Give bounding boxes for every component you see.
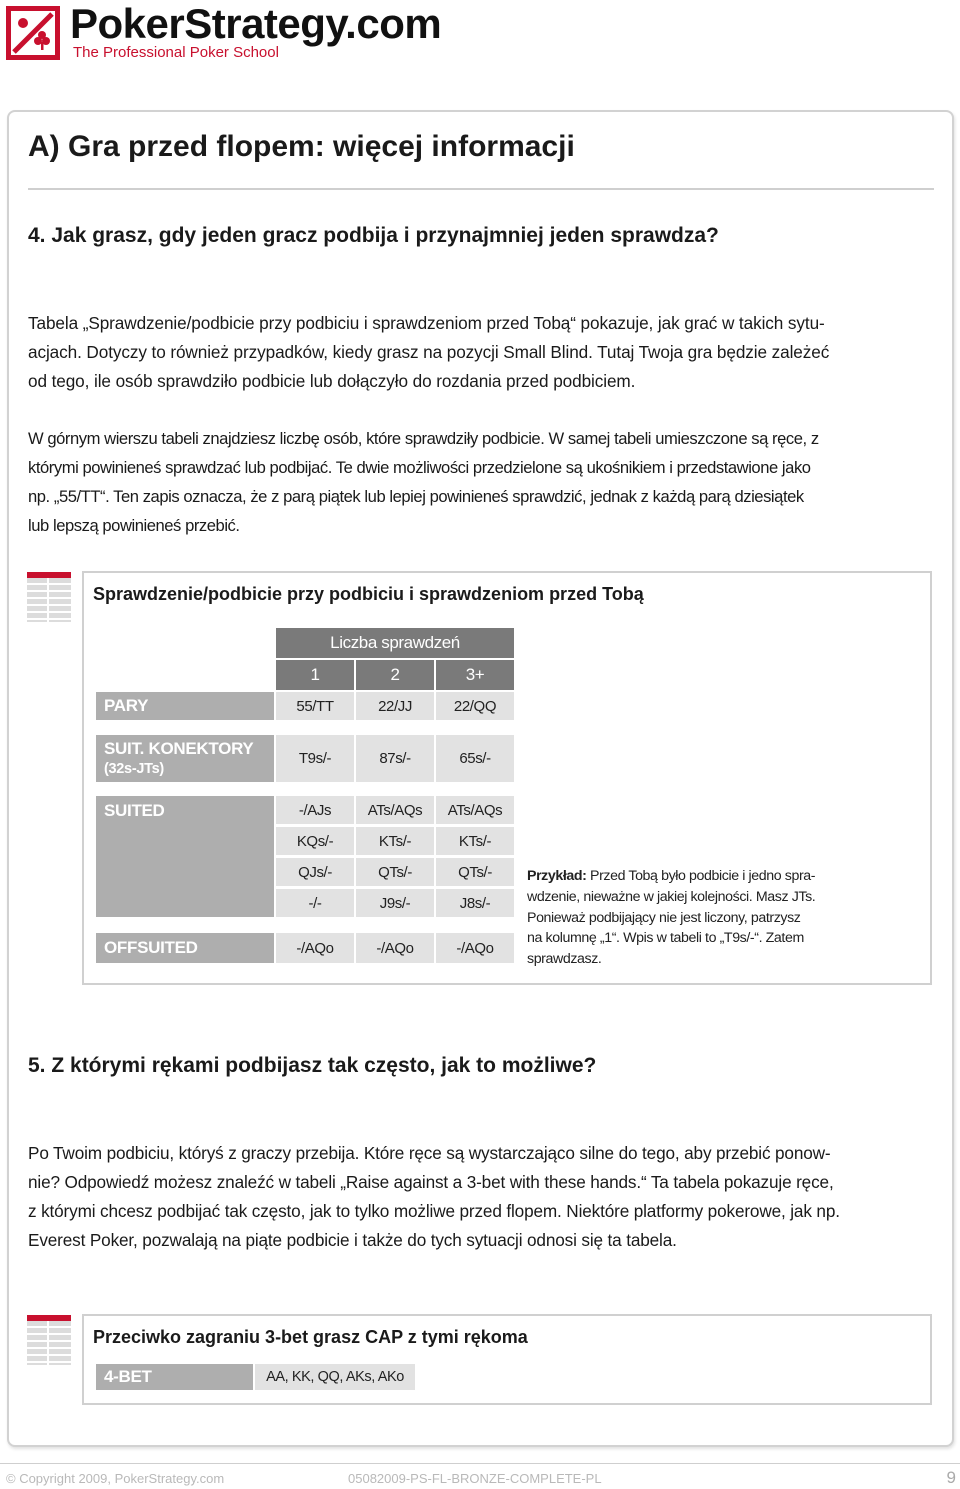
text-line: Everest Poker, pozwalają na piąte podbicie i także do tych sytuacji odnosi się ta tabela. [28, 1230, 677, 1250]
table-cell: QTs/- [436, 858, 514, 886]
table-cell: KTs/- [436, 827, 514, 855]
text-line: Tabela „Sprawdzenie/podbicie przy podbiciu i sprawdzeniom przed Tobą“ pokazuje, jak grać w takich sytu- [28, 313, 825, 333]
table-cell: 55/TT [276, 692, 354, 720]
column-group-header: Liczba sprawdzeń [276, 628, 514, 658]
table-cell: 22/QQ [436, 692, 514, 720]
row-label-offsuited: OFFSUITED [96, 933, 274, 963]
question-4-title: 4. Jak grasz, gdy jeden gracz podbija i przynajmniej jeden sprawdza? [28, 224, 719, 247]
table-cell: ATs/AQs [356, 796, 434, 824]
row-label-konektory-sub: (32s-JTs) [104, 761, 164, 777]
text-line: na kolumnę „1“. Wpis w tabeli to „T9s/-“. Zatem [527, 930, 804, 947]
example-note [527, 866, 847, 970]
row-label-pary: PARY [96, 692, 274, 720]
logo-mark-icon [6, 6, 60, 60]
table-cell: 65s/- [436, 735, 514, 782]
table-icon [27, 1315, 71, 1365]
table-icon [27, 572, 71, 622]
text-line: acjach. Dotyczy to również przypadków, kiedy grasz na pozycji Small Blind. Tutaj Twoja gra będzie zależeć [28, 342, 830, 362]
table-cell: QJs/- [276, 858, 354, 886]
table-cell: KTs/- [356, 827, 434, 855]
section-title: A) Gra przed flopem: więcej informacji [28, 130, 575, 163]
text-line: od tego, ile osób sprawdziło podbicie lub dołączyło do rozdania przed podbiciem. [28, 371, 636, 391]
cap-table-title: Przeciwko zagraniu 3-bet grasz CAP z tymi rękoma [93, 1327, 528, 1347]
table-cell: -/AQo [436, 933, 514, 963]
q4-paragraph-1 [28, 309, 938, 396]
text-line: np. „55/TT“. Ten zapis oznacza, że z parą piątek lub lepiej powinieneś sprawdzić, jednak z każdą parą dziesiątek [28, 487, 804, 506]
page-number: 9 [946, 1468, 956, 1487]
table-cell: T9s/- [276, 735, 354, 782]
table-title: Sprawdzenie/podbicie przy podbiciu i sprawdzeniom przed Tobą [93, 584, 644, 604]
table-cell: KQs/- [276, 827, 354, 855]
table-cell: -/AQo [276, 933, 354, 963]
row-label-konektory-main: SUIT. KONEKTORY [104, 739, 254, 758]
table-cell: -/AQo [356, 933, 434, 963]
text-line: Ponieważ podbijający nie jest liczony, patrzysz [527, 909, 801, 926]
logo [6, 0, 466, 61]
text-line: sprawdzasz. [527, 951, 602, 968]
text-line: nie? Odpowiedź możesz znaleźć w tabeli „Raise against a 3-bet with these hands.“ Ta tabela pokazuje ręce, [28, 1172, 834, 1192]
q4-paragraph-2 [28, 424, 938, 540]
brand-tagline: The Professional Poker School [73, 44, 279, 61]
row-label-4bet: 4-BET [96, 1364, 253, 1390]
text-line: wdzenie, nieważne w jakiej kolejności. Masz JTs. [527, 888, 816, 905]
table-cell: QTs/- [356, 858, 434, 886]
table-cell-4bet-hands: AA, KK, QQ, AKs, AKo [255, 1364, 415, 1390]
row-label-konektory [96, 735, 274, 782]
text-line: lub lepszą powinieneś przebić. [28, 516, 240, 535]
table-cell: 87s/- [356, 735, 434, 782]
table-cell: J9s/- [356, 889, 434, 917]
column-header-2: 2 [356, 660, 434, 690]
footer-document-id: 05082009-PS-FL-BRONZE-COMPLETE-PL [348, 1471, 602, 1486]
table-cell: -/- [276, 889, 354, 917]
table-cell: J8s/- [436, 889, 514, 917]
column-header-3plus: 3+ [436, 660, 514, 690]
column-header-1: 1 [276, 660, 354, 690]
text-line: z którymi chcesz podbijać tak często, jak to tylko możliwe przed flopem. Niektóre platformy pokerowe, jak np. [28, 1201, 840, 1221]
footer-copyright: © Copyright 2009, PokerStrategy.com [6, 1471, 225, 1486]
title-divider [28, 188, 934, 190]
text-line: W górnym wierszu tabeli znajdziesz liczbę osób, które sprawdziły podbicie. W samej tabeli umieszczone są ręce, z [28, 429, 819, 448]
example-label: Przykład: [527, 868, 587, 884]
example-text: Przed Tobą było podbicie i jedno spra- [586, 868, 816, 884]
table-cell: ATs/AQs [436, 796, 514, 824]
text-line: Po Twoim podbiciu, któryś z graczy przebija. Które ręce są wystarczająco silne do tego, aby przebić ponow- [28, 1143, 831, 1163]
text-line: którymi powinieneś sprawdzać lub podbijać. Te dwie możliwości przedzielone są ukośnikiem i przedstawione jako [28, 458, 811, 477]
table-cell: -/AJs [276, 796, 354, 824]
text-line [527, 866, 847, 887]
row-label-suited: SUITED [96, 796, 274, 917]
question-5-title: 5. Z którymi rękami podbijasz tak często, jak to możliwe? [28, 1054, 597, 1077]
footer-divider [0, 1463, 960, 1464]
q5-paragraph [28, 1139, 938, 1255]
brand-name: PokerStrategy.com [70, 0, 442, 47]
table-cell: 22/JJ [356, 692, 434, 720]
